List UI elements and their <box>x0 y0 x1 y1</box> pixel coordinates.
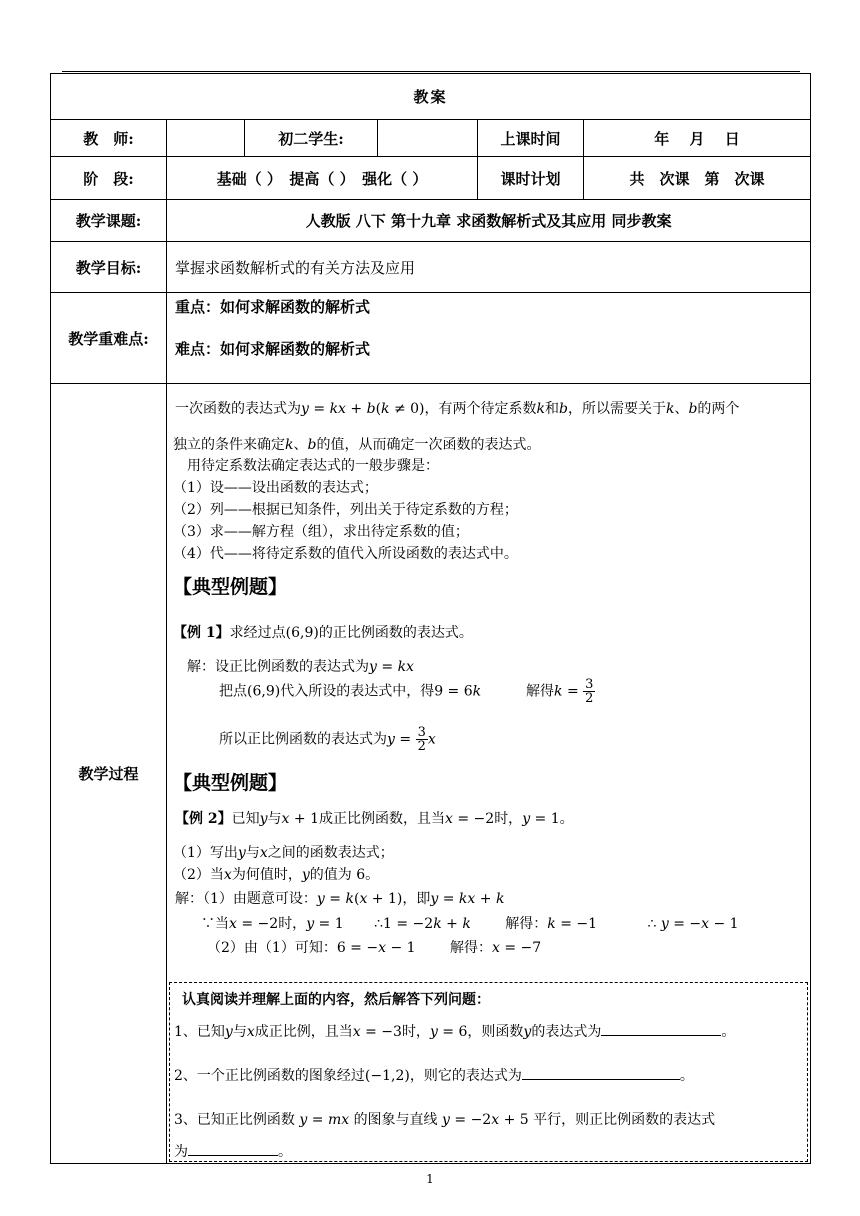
step-4: （4）代——将待定系数的值代入所设函数的表达式中。 <box>173 546 518 562</box>
stage-options: 基础（ ） 提高（ ） 强化（ ） <box>167 157 478 200</box>
example-1-question: 【例 1】求经过点(6,9)的正比例函数的表达式。 <box>173 625 473 641</box>
date-fields: 年 月 日 <box>584 120 811 157</box>
difficult-point: 难点：如何求解函数的解析式 <box>175 340 371 358</box>
page-title: 教案 <box>51 74 811 120</box>
example-1-solution-3: 所以正比例函数的表达式为y = $\frac{3}{2}$ x <box>219 725 436 754</box>
plan-value: 共 次课 第 次课 <box>584 157 811 200</box>
example-2-part-1: （1）写出y与x之间的函数表达式； <box>173 845 394 861</box>
student-label: 初二学生: <box>245 120 378 157</box>
example-2-solution-1: 解：（1）由题意可设：y = k(x + 1)，即y = kx + k <box>175 891 505 907</box>
lesson-plan-table <box>50 73 811 1164</box>
intro-line-2: 独立的条件来确定k、b的值，从而确定一次函数的表达式。 <box>173 437 541 453</box>
example-1-solution-1: 解：设正比例函数的表达式为y = kx <box>187 659 414 675</box>
stage-label: 阶 段: <box>51 157 167 200</box>
steps-title: 用待定系数法确定表达式的一般步骤是： <box>187 458 439 474</box>
example-2-question: 【例 2】已知y与x + 1成正比例函数，且当x = −2时，y = 1。 <box>175 811 574 827</box>
question-1: 1、已知y与x成正比例，且当x = −3时，y = 6，则函数y的表达式为 。 <box>174 1021 735 1041</box>
plan-label: 课时计划 <box>478 157 584 200</box>
exercise-box-title: 认真阅读并理解上面的内容，然后解答下列问题： <box>182 992 490 1008</box>
section-title-2: 【典型例题】 <box>173 772 288 794</box>
header-rule <box>62 71 800 72</box>
goal-value: 掌握求函数解析式的有关方法及应用 <box>167 242 811 293</box>
key-points-label: 教学重难点: <box>51 293 167 384</box>
question-3: 3、已知正比例函数 y = mx 的图象与直线 y = −2x + 5 平行，则正比例函数的表达式 <box>174 1112 716 1128</box>
question-2: 2、一个正比例函数的图象经过(−1,2)，则它的表达式为 。 <box>174 1065 694 1085</box>
class-time-label: 上课时间 <box>478 120 584 157</box>
exercise-box <box>169 982 808 1162</box>
section-title: 【典型例题】 <box>173 576 288 598</box>
example-2-solution-2: ∵当x = −2时，y = 1 ∴1 = −2k + k 解得：k = −1 ∴ y = −x − 1 <box>201 916 739 932</box>
goal-label: 教学目标: <box>51 242 167 293</box>
student-value <box>378 120 478 157</box>
topic-value: 人教版 八下 第十九章 求函数解析式及其应用 同步教案 <box>167 200 811 242</box>
process-content <box>167 384 811 1164</box>
intro-line-1: 一次函数的表达式为y = kx + b(k ≠ 0)，有两个待定系数k和b，所以需要关于k、b的两个 <box>175 401 740 417</box>
teacher-label: 教 师: <box>51 120 167 157</box>
key-points-cell <box>167 293 811 384</box>
teacher-value <box>167 120 245 157</box>
topic-label: 教学课题: <box>51 200 167 242</box>
step-2: （2）列——根据已知条件，列出关于待定系数的方程； <box>173 502 518 518</box>
answer-blank-2[interactable] <box>522 1065 680 1080</box>
key-point: 重点：如何求解函数的解析式 <box>175 298 371 316</box>
answer-blank-1[interactable] <box>601 1021 721 1036</box>
page-number: 1 <box>426 1172 434 1186</box>
example-1-solution-2: 把点(6,9)代入所设的表达式中，得9 = 6k 解得k = $\frac{3}{2}$ <box>219 677 594 706</box>
process-label: 教学过程 <box>51 384 167 1164</box>
question-3-cont: 为 。 <box>174 1141 292 1161</box>
step-3: （3）求——解方程（组），求出待定系数的值； <box>173 524 469 540</box>
step-1: （1）设——设出函数的表达式； <box>173 480 378 496</box>
example-2-solution-3: （2）由（1）可知：6 = −x − 1 解得：x = −7 <box>207 940 542 956</box>
example-2-part-2: （2）当x为何值时，y的值为 6。 <box>173 867 380 883</box>
answer-blank-3[interactable] <box>188 1141 278 1156</box>
